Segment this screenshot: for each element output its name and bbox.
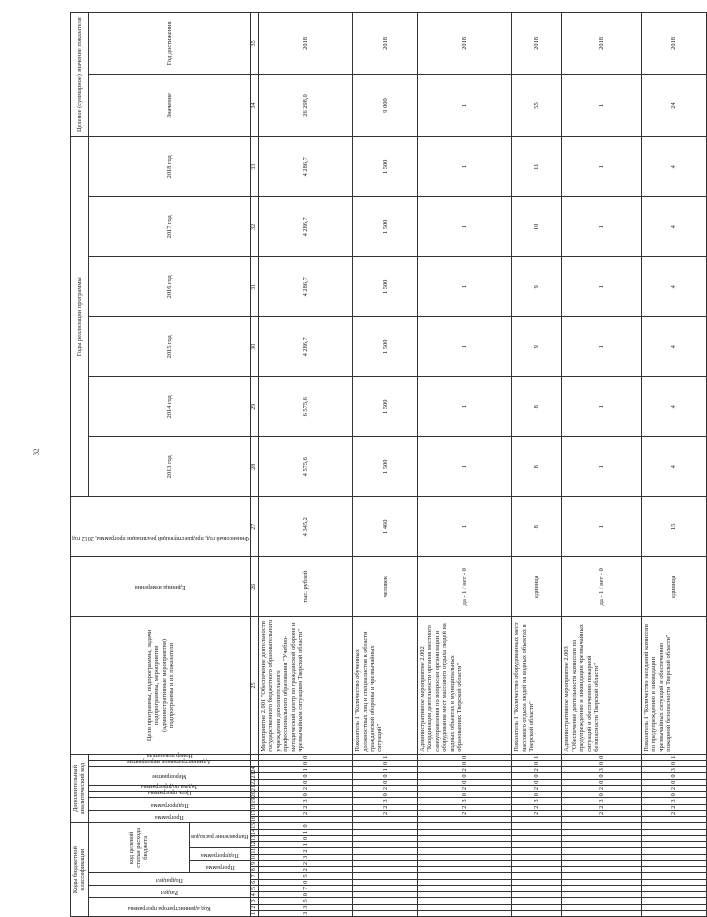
column-number: 35: [251, 13, 259, 75]
task-header: Задача подпрограммы: [88, 785, 250, 791]
code-cell: [259, 817, 353, 823]
column-number: 11: [251, 847, 258, 854]
code-cell: 0: [259, 760, 353, 766]
code-cell: 0: [418, 779, 512, 785]
code-cell: [418, 842, 512, 848]
code-cell: 2: [418, 767, 512, 773]
code-cell: 5: [259, 873, 353, 879]
target-year-cell: 2018: [512, 13, 562, 75]
code-cell: 0: [562, 773, 642, 779]
code-cell: [641, 817, 706, 823]
code-cell: 2: [641, 804, 706, 810]
year-value-cell: 4: [641, 137, 706, 197]
code-cell: [562, 885, 642, 891]
code-cell: 0: [353, 760, 418, 766]
year-value-cell: 1 500: [353, 377, 418, 437]
column-number: 13: [251, 835, 258, 842]
code-cell: [418, 885, 512, 891]
column-number: 1: [251, 911, 258, 915]
code-cell: [353, 879, 418, 885]
code-cell: [353, 885, 418, 891]
row-name: Показатель 1 "Количество заседаний комиссии по предупреждению и ликвидации чрезвычайных ситуаций и обеспечению пожарной безопасности Тверской области": [641, 617, 706, 754]
year-value-cell: 1: [418, 257, 512, 317]
code-cell: 3: [562, 798, 642, 804]
column-number: 30: [251, 317, 259, 377]
finance-cell: 1 460: [353, 497, 418, 557]
rotated-table-sheet: [70, 12, 678, 917]
year-value-cell: 4: [641, 257, 706, 317]
code-cell: [418, 892, 512, 898]
goal-header: Цель программы: [88, 792, 250, 798]
year-2013-header: 2013 год: [88, 437, 250, 497]
year-value-cell: 1: [562, 437, 642, 497]
code-cell: 2: [562, 785, 642, 791]
code-cell: 1: [512, 754, 562, 760]
code-cell: [512, 835, 562, 841]
code-cell: 3: [259, 904, 353, 910]
code-cell: [641, 885, 706, 891]
code-cell: 0: [512, 773, 562, 779]
header-row-2: [88, 13, 189, 917]
code-cell: [641, 829, 706, 835]
code-cell: [512, 867, 562, 873]
year-value-cell: 1: [418, 317, 512, 377]
final-value-header: Целевое (суммарное) значение показателя: [71, 13, 89, 137]
code-cell: [562, 904, 642, 910]
code-cell: [418, 829, 512, 835]
code-cell: [353, 817, 418, 823]
code-cell: 1: [641, 754, 706, 760]
code-cell: 7: [259, 885, 353, 891]
code-cell: [562, 835, 642, 841]
code-cell: [562, 910, 642, 916]
column-number: 28: [251, 437, 259, 497]
program-indicators-table: [70, 12, 707, 917]
year-value-cell: 1: [562, 137, 642, 197]
code-cell: 0: [418, 754, 512, 760]
code-cell: [353, 867, 418, 873]
code-cell: 0: [259, 779, 353, 785]
year-2015-header: 2015 год: [88, 317, 250, 377]
code-cell: 2: [512, 767, 562, 773]
code-cell: 0: [512, 779, 562, 785]
code-cell: [418, 879, 512, 885]
code-cell: 0: [562, 754, 642, 760]
code-cell: [353, 848, 418, 854]
finance-cell: 4 345,2: [259, 497, 353, 557]
column-number-row: [251, 13, 259, 917]
target-value-cell: 1: [562, 74, 642, 136]
table-row: [512, 13, 562, 917]
budget-class-header: Коды бюджетной классификации: [71, 823, 89, 917]
code-cell: [641, 860, 706, 866]
indicator-header: Номер показателя: [88, 754, 250, 760]
code-cell: [641, 879, 706, 885]
code-cell: 1: [259, 767, 353, 773]
table-row: [418, 13, 512, 917]
year-value-cell: 9: [512, 257, 562, 317]
code-cell: 2: [418, 785, 512, 791]
row-name: Административное мероприятие 2.002 "Координация деятельности органов местного самоуправления по вопросам организации и оборудования мест массового отдыха людей на водных объектах в муниципальных образованиях Тверской области": [418, 617, 512, 754]
code-cell: [641, 835, 706, 841]
csr-program-header: Программа: [189, 860, 250, 872]
column-number: 21: [251, 785, 258, 792]
code-cell: 0: [259, 792, 353, 798]
column-number: 22: [251, 778, 258, 785]
code-cell: [353, 898, 418, 904]
table-row: [353, 13, 418, 917]
column-number: 32: [251, 197, 259, 257]
code-cell: [641, 842, 706, 848]
code-cell: [418, 835, 512, 841]
code-cell: 3: [418, 798, 512, 804]
code-cell: 0: [259, 754, 353, 760]
code-cell: 3: [641, 798, 706, 804]
code-cell: 1: [259, 829, 353, 835]
table-row: [259, 13, 353, 917]
code-cell: 3: [259, 798, 353, 804]
year-2014-header: 2014 год: [88, 377, 250, 437]
podrazdel-header: Подраздел: [88, 873, 250, 885]
column-number: 5: [251, 886, 258, 890]
target-value-cell: 55: [512, 74, 562, 136]
target-value-cell: 1: [418, 74, 512, 136]
code-cell: 0: [418, 792, 512, 798]
code-cell: [512, 873, 562, 879]
year-value-cell: 1 500: [353, 317, 418, 377]
row-name: Показатель 1 "Количество оборудованных мест массового отдыха людей на водных объектах в Тверской области": [512, 617, 562, 754]
code-cell: 0: [512, 792, 562, 798]
year-value-cell: 1: [562, 317, 642, 377]
code-cell: [418, 904, 512, 910]
year-value-cell: 1 500: [353, 257, 418, 317]
column-number: 10: [251, 853, 258, 860]
code-cell: [562, 823, 642, 829]
code-cell: [562, 879, 642, 885]
code-cell: [641, 867, 706, 873]
row-name: Мероприятие 2.001 "Обеспечение деятельности государственного бюджетного образовательного учреждения дополнительного профессионального образования "Учебно-методический центр по гражданской обороне и чрезвычайным ситуациям Тверской области": [259, 617, 353, 754]
code-cell: 2: [512, 785, 562, 791]
code-cell: 2: [353, 810, 418, 816]
code-cell: [512, 817, 562, 823]
target-year-cell: 2018: [562, 13, 642, 75]
code-cell: [512, 848, 562, 854]
code-cell: 2: [562, 810, 642, 816]
code-cell: 0: [418, 773, 512, 779]
code-cell: [641, 910, 706, 916]
code-cell: [512, 885, 562, 891]
code-cell: 0: [353, 779, 418, 785]
target-value-cell: 9 000: [353, 74, 418, 136]
value-header: Значение: [88, 74, 250, 136]
code-cell: 3: [512, 798, 562, 804]
code-cell: [641, 904, 706, 910]
code-cell: [353, 854, 418, 860]
event-header: Мероприятие: [88, 767, 250, 786]
code-cell: 0: [641, 760, 706, 766]
code-cell: [512, 892, 562, 898]
year-value-cell: 1: [418, 437, 512, 497]
year-2016-header: 2016 год: [88, 257, 250, 317]
year-value-cell: 1 500: [353, 137, 418, 197]
code-cell: [418, 823, 512, 829]
page-number: 32: [32, 448, 41, 456]
analytic-code-header: Дополнительный аналитический код: [71, 754, 89, 823]
year-value-cell: 1: [418, 197, 512, 257]
year-value-cell: 1: [418, 377, 512, 437]
unit-cell: тыс. рублей: [259, 557, 353, 617]
column-number: 33: [251, 137, 259, 197]
code-cell: [418, 860, 512, 866]
admin-code-header: Код администратора программы: [88, 898, 250, 917]
year-reach-header: Год достижения: [88, 13, 250, 75]
finance-cell: 1: [562, 497, 642, 557]
column-number: 4: [251, 893, 258, 897]
code-cell: [562, 848, 642, 854]
years-header: Годы реализации программы: [71, 137, 89, 497]
code-cell: [512, 879, 562, 885]
code-cell: 0: [641, 792, 706, 798]
column-number: 12: [251, 841, 258, 848]
podprogram-header: Подпрограмма: [88, 798, 250, 810]
code-cell: [562, 898, 642, 904]
code-cell: [512, 898, 562, 904]
column-number: 26: [251, 557, 259, 617]
code-cell: [512, 854, 562, 860]
code-cell: [353, 873, 418, 879]
code-cell: 3: [641, 767, 706, 773]
code-cell: [512, 842, 562, 848]
row-name: Административное мероприятие 2.003 "Обеспечение деятельности комиссии по предупреждению и ликвидации чрезвычайных ситуаций и обеспечению пожарной безопасности Тверской области": [562, 617, 642, 754]
code-cell: [418, 854, 512, 860]
code-cell: [418, 848, 512, 854]
target-year-cell: 2018: [259, 13, 353, 75]
unit-cell: да - 1 / нет - 0: [562, 557, 642, 617]
code-cell: [562, 842, 642, 848]
column-number: 24: [251, 766, 258, 773]
column-number: 23: [251, 772, 258, 779]
column-number: 9: [251, 862, 258, 866]
code-cell: 0: [562, 792, 642, 798]
year-value-cell: 1: [562, 377, 642, 437]
unit-cell: единица: [512, 557, 562, 617]
code-cell: 2: [259, 848, 353, 854]
code-cell: 0: [259, 773, 353, 779]
code-cell: 5: [259, 898, 353, 904]
code-cell: [353, 842, 418, 848]
code-cell: 0: [259, 879, 353, 885]
column-number: 17: [251, 810, 258, 817]
code-cell: 0: [259, 823, 353, 829]
code-cell: 2: [641, 785, 706, 791]
year-value-cell: 4: [641, 377, 706, 437]
code-cell: [353, 823, 418, 829]
code-cell: 2: [259, 810, 353, 816]
code-cell: 3: [259, 854, 353, 860]
code-cell: 3: [353, 798, 418, 804]
column-number: 16: [251, 816, 258, 823]
year-value-cell: 8: [512, 437, 562, 497]
column-number: 8: [251, 868, 258, 872]
year-value-cell: 4 575,6: [259, 437, 353, 497]
code-cell: 2: [562, 804, 642, 810]
code-cell: 3: [562, 767, 642, 773]
code-cell: 0: [259, 892, 353, 898]
year-value-cell: 4 286,7: [259, 137, 353, 197]
year-value-cell: 10: [512, 197, 562, 257]
csr-header: код целевой статьи расхода бюджета: [88, 823, 189, 873]
code-cell: 2: [259, 860, 353, 866]
year-value-cell: 4 286,7: [259, 197, 353, 257]
code-cell: 2: [259, 867, 353, 873]
target-year-cell: 2018: [641, 13, 706, 75]
year-value-cell: 4: [641, 197, 706, 257]
column-number: 25: [251, 617, 259, 754]
column-number-spacer: [251, 754, 259, 760]
csr-podprogram-header: Подпрограмма: [189, 848, 250, 860]
unit-cell: да - 1 / нет - 0: [418, 557, 512, 617]
code-cell: 1: [259, 842, 353, 848]
column-number: 14: [251, 828, 258, 835]
unit-header: Единица измерения: [71, 557, 251, 617]
row-name: Показатель 1 "Количество обученных должностных лиц и специалистов в области гражданской обороны и чрезвычайных ситуаций": [353, 617, 418, 754]
code-cell: [418, 867, 512, 873]
code-cell: [353, 910, 418, 916]
code-cell: 2: [512, 804, 562, 810]
code-cell: [353, 860, 418, 866]
year-value-cell: 1: [418, 137, 512, 197]
code-cell: [353, 829, 418, 835]
code-cell: [512, 823, 562, 829]
code-cell: [418, 873, 512, 879]
code-cell: [641, 848, 706, 854]
code-cell: 0: [353, 792, 418, 798]
target-year-cell: 2018: [353, 13, 418, 75]
code-cell: [512, 829, 562, 835]
code-cell: 0: [353, 773, 418, 779]
year-value-cell: 4 286,7: [259, 257, 353, 317]
table-row: [562, 13, 642, 917]
code-cell: [418, 817, 512, 823]
direction-header: Направление расходов: [189, 823, 250, 848]
code-cell: [562, 873, 642, 879]
code-cell: 2: [353, 804, 418, 810]
code-cell: [562, 860, 642, 866]
code-cell: [353, 904, 418, 910]
code-cell: 2: [512, 810, 562, 816]
code-cell: 2: [259, 785, 353, 791]
code-cell: [641, 854, 706, 860]
target-year-cell: 2018: [418, 13, 512, 75]
code-cell: 1: [353, 767, 418, 773]
year-value-cell: 1: [562, 197, 642, 257]
year-value-cell: 1: [562, 257, 642, 317]
column-number: 29: [251, 377, 259, 437]
year-2017-header: 2017 год: [88, 197, 250, 257]
code-cell: 0: [259, 835, 353, 841]
code-cell: [562, 829, 642, 835]
target-value-cell: 26 298,0: [259, 74, 353, 136]
column-number: 34: [251, 74, 259, 136]
column-number: 31: [251, 257, 259, 317]
code-cell: 0: [641, 779, 706, 785]
column-number: 3: [251, 899, 258, 903]
code-cell: 2: [418, 804, 512, 810]
year-value-cell: 1 500: [353, 437, 418, 497]
program-header: Программа: [88, 810, 250, 822]
code-cell: 0: [418, 760, 512, 766]
code-cell: 2: [259, 804, 353, 810]
column-number: 27: [251, 497, 259, 557]
year-value-cell: 6 575,6: [259, 377, 353, 437]
column-number: 19: [251, 797, 258, 804]
code-cell: [562, 854, 642, 860]
code-cell: [641, 873, 706, 879]
year-value-cell: 4 286,7: [259, 317, 353, 377]
column-number: 2: [251, 905, 258, 909]
year-2018-header: 2018 год: [88, 137, 250, 197]
year-value-cell: 9: [512, 317, 562, 377]
year-value-cell: 4: [641, 437, 706, 497]
code-cell: [641, 823, 706, 829]
column-number: 7: [251, 874, 258, 878]
razdel-header: Раздел: [88, 885, 250, 897]
finance-cell: 15: [641, 497, 706, 557]
name-header: Цели программы, подпрограммы, задачи подпрограммы, мероприятия (административные мероприятия) подпрограммы и их показатели: [71, 617, 251, 754]
unit-cell: человек: [353, 557, 418, 617]
code-cell: [512, 860, 562, 866]
finance-cell: 1: [418, 497, 512, 557]
code-cell: [641, 898, 706, 904]
code-cell: [562, 892, 642, 898]
code-cell: 0: [562, 779, 642, 785]
code-cell: 2: [353, 785, 418, 791]
table-row: [641, 13, 706, 917]
code-cell: [512, 904, 562, 910]
code-cell: 1: [353, 754, 418, 760]
year-value-cell: 8: [512, 377, 562, 437]
column-number: 15: [251, 822, 258, 829]
code-cell: [562, 867, 642, 873]
code-cell: 3: [259, 910, 353, 916]
code-cell: [641, 892, 706, 898]
code-cell: [353, 835, 418, 841]
column-number: 20: [251, 791, 258, 798]
year-value-cell: 11: [512, 137, 562, 197]
code-cell: 0: [512, 760, 562, 766]
code-cell: 2: [641, 810, 706, 816]
code-cell: [418, 898, 512, 904]
column-number: 18: [251, 803, 258, 810]
finance-cell: 8: [512, 497, 562, 557]
year-value-cell: 4: [641, 317, 706, 377]
code-cell: 0: [641, 773, 706, 779]
unit-cell: единица: [641, 557, 706, 617]
code-cell: [418, 910, 512, 916]
code-cell: 2: [418, 810, 512, 816]
header-row-1: [71, 13, 89, 917]
target-value-cell: 24: [641, 74, 706, 136]
column-number: 6: [251, 880, 258, 884]
year-value-cell: 1 500: [353, 197, 418, 257]
code-cell: [353, 892, 418, 898]
code-cell: 0: [562, 760, 642, 766]
code-cell: [512, 910, 562, 916]
admin-event-header: Административное мероприятие: [88, 760, 250, 766]
finance-header: Финансовый год, предшествующий реализации программы, 2012 год: [71, 497, 251, 557]
code-cell: [562, 817, 642, 823]
